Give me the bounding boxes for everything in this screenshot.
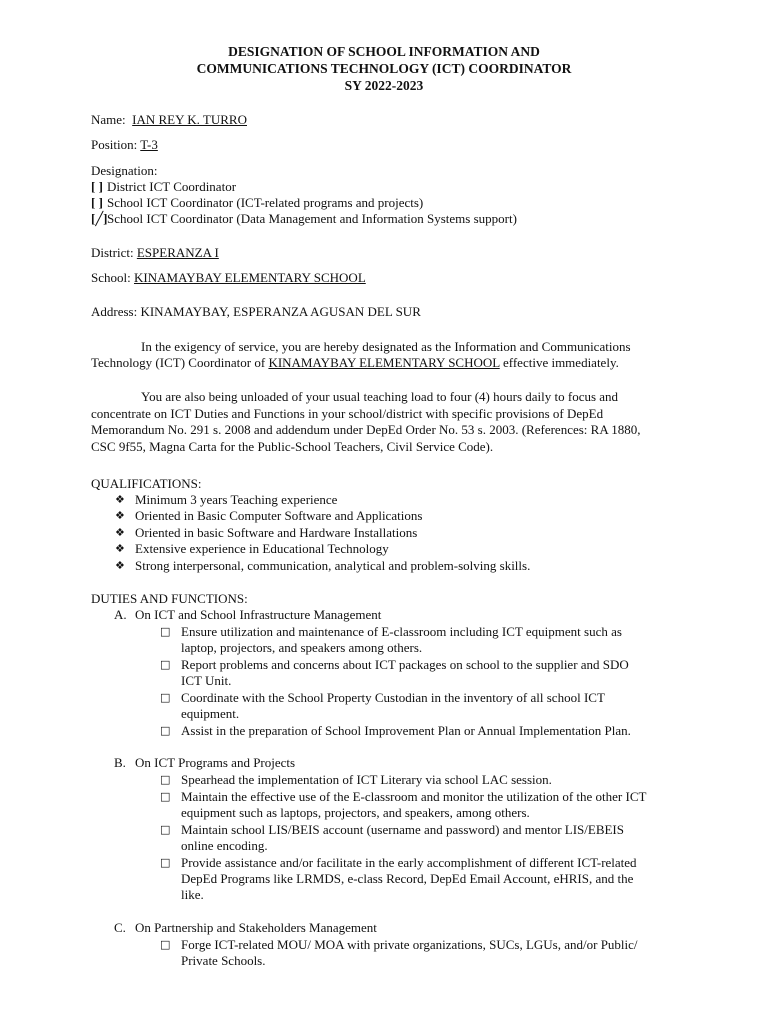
checkbox-mark: [ ] xyxy=(91,195,103,210)
diamond-bullet-icon: ❖ xyxy=(115,494,125,506)
section-c-items xyxy=(160,937,680,969)
para2-line-1: You are also being unloaded of your usual teaching load to four (4) hours daily to focus and xyxy=(141,389,619,404)
name-field xyxy=(91,112,247,128)
box-bullet-icon: □ xyxy=(160,724,171,737)
list-item: □ Forge ICT-related MOU/ MOA with private organizations, SUCs, LGUs, and/or Public/ Private Schools. xyxy=(160,937,638,968)
paragraph-designation xyxy=(91,339,691,371)
section-title: On Partnership and Stakeholders Management xyxy=(135,920,377,935)
box-bullet-icon: □ xyxy=(160,625,171,638)
box-bullet-icon: □ xyxy=(160,823,171,836)
district-label: District: xyxy=(91,245,134,260)
section-letter: C. xyxy=(114,920,126,935)
designation-option-district xyxy=(91,179,236,195)
name-label: Name: xyxy=(91,112,126,127)
diamond-bullet-icon: ❖ xyxy=(115,559,125,572)
list-item: □ Assist in the preparation of School Improvement Plan or Annual Implementation Plan. xyxy=(160,723,631,738)
list-item: □ Coordinate with the School Property Custodian in the inventory of all school ICT equipment. xyxy=(160,690,605,721)
list-item: □ Ensure utilization and maintenance of E-classroom including ICT equipment such as laptop, projectors, and speakers among others. xyxy=(160,624,622,655)
district-field xyxy=(91,245,219,261)
school-label: School: xyxy=(91,270,131,285)
paragraph-unloading xyxy=(91,389,691,455)
designation-option-school-programs xyxy=(91,195,423,211)
list-item: □ Spearhead the implementation of ICT Literary via school LAC session. xyxy=(160,772,552,787)
section-a-items xyxy=(160,624,680,739)
para2-line-2: concentrate on ICT Duties and Functions in your school/district with specific provisions of DepEd xyxy=(91,405,604,421)
title-line-1: DESIGNATION OF SCHOOL INFORMATION AND xyxy=(228,44,540,59)
school-value: KINAMAYBAY ELEMENTARY SCHOOL xyxy=(133,270,366,285)
district-value: ESPERANZA I xyxy=(136,245,219,260)
para1-line-2-pre: Technology (ICT) Coordinator of xyxy=(91,355,266,370)
address-field xyxy=(91,304,421,320)
title-line-2: COMMUNICATIONS TECHNOLOGY (ICT) COORDINATOR xyxy=(196,61,572,76)
list-item: □ Maintain the effective use of the E-classroom and monitor the utilization of the other ICT equipment such as laptops, projectors, and speakers, among others. xyxy=(160,789,647,820)
section-c-title xyxy=(114,920,377,936)
box-bullet-icon: □ xyxy=(160,790,171,803)
section-title: On ICT and School Infrastructure Management xyxy=(135,607,382,622)
para1-line-2-post: effective immediately. xyxy=(502,355,619,370)
checkbox-mark-checked: [╱] xyxy=(91,211,108,226)
diamond-bullet-icon: ❖ xyxy=(115,510,125,523)
diamond-bullet-icon: ❖ xyxy=(115,526,125,539)
qualifications-heading: QUALIFICATIONS: xyxy=(91,476,202,491)
list-item: ❖ Oriented in Basic Computer Software and Applications xyxy=(115,508,423,524)
list-item: □ Maintain school LIS/BEIS account (username and password) and mentor LIS/EBEIS online encoding. xyxy=(160,822,624,853)
section-title: On ICT Programs and Projects xyxy=(135,755,296,770)
position-value: T-3 xyxy=(140,137,158,152)
address-label: Address: xyxy=(91,304,138,319)
para2-line-3: Memorandum No. 291 s. 2008 and addendum under DepEd Order No. 53 s. 2003. (References: RA 1880, xyxy=(91,422,641,438)
box-bullet-icon: □ xyxy=(160,938,171,951)
box-bullet-icon: □ xyxy=(160,658,171,671)
list-item: □ Report problems and concerns about ICT packages on school to the supplier and SDO ICT Unit. xyxy=(160,657,629,688)
diamond-bullet-icon: ❖ xyxy=(115,543,125,556)
box-bullet-icon: □ xyxy=(160,691,171,704)
section-a-title xyxy=(114,607,381,623)
designation-option-school-data xyxy=(91,211,517,227)
designation-label: Designation: xyxy=(91,163,158,178)
designation-option-label: School ICT Coordinator (ICT-related programs and projects) xyxy=(107,195,424,210)
para1-school-name: KINAMAYBAY ELEMENTARY SCHOOL xyxy=(268,355,500,370)
duties-heading: DUTIES AND FUNCTIONS: xyxy=(91,591,248,606)
school-field xyxy=(91,270,366,286)
section-letter: B. xyxy=(114,755,126,770)
para1-line-1: In the exigency of service, you are hereby designated as the Information and Communications xyxy=(141,339,631,354)
list-item: □ Provide assistance and/or facilitate in the early accomplishment of different ICT-related DepEd Programs like LRMDS, e-class Record, DepEd Email Account, eHRIS, and the like. xyxy=(160,855,637,902)
list-item: ❖ Minimum 3 years Teaching experience xyxy=(115,492,338,507)
document-title xyxy=(0,0,768,94)
position-label: Position: xyxy=(91,137,138,152)
list-item: ❖ Strong interpersonal, communication, analytical and problem-solving skills. xyxy=(115,557,531,573)
position-field xyxy=(91,137,158,153)
section-b-items xyxy=(160,772,680,903)
list-item: ❖ Oriented in basic Software and Hardware Installations xyxy=(115,524,418,540)
address-value: KINAMAYBAY, ESPERANZA AGUSAN DEL SUR xyxy=(140,304,421,319)
designation-option-label: District ICT Coordinator xyxy=(107,179,237,194)
title-line-3: SY 2022-2023 xyxy=(344,78,424,93)
qualifications-list xyxy=(115,492,530,574)
section-b-title xyxy=(114,755,295,771)
checkbox-mark: [ ] xyxy=(91,179,103,194)
box-bullet-icon: □ xyxy=(160,856,171,869)
box-bullet-icon: □ xyxy=(160,773,171,786)
section-letter: A. xyxy=(114,607,127,622)
name-value: IAN REY K. TURRO xyxy=(132,112,247,127)
para2-line-4: CSC 9f55, Magna Carta for the Public-School Teachers, Civil Service Code). xyxy=(91,438,494,454)
list-item: ❖ Extensive experience in Educational Technology xyxy=(115,541,389,557)
designation-option-label: School ICT Coordinator (Data Management and Information Systems support) xyxy=(107,211,517,226)
